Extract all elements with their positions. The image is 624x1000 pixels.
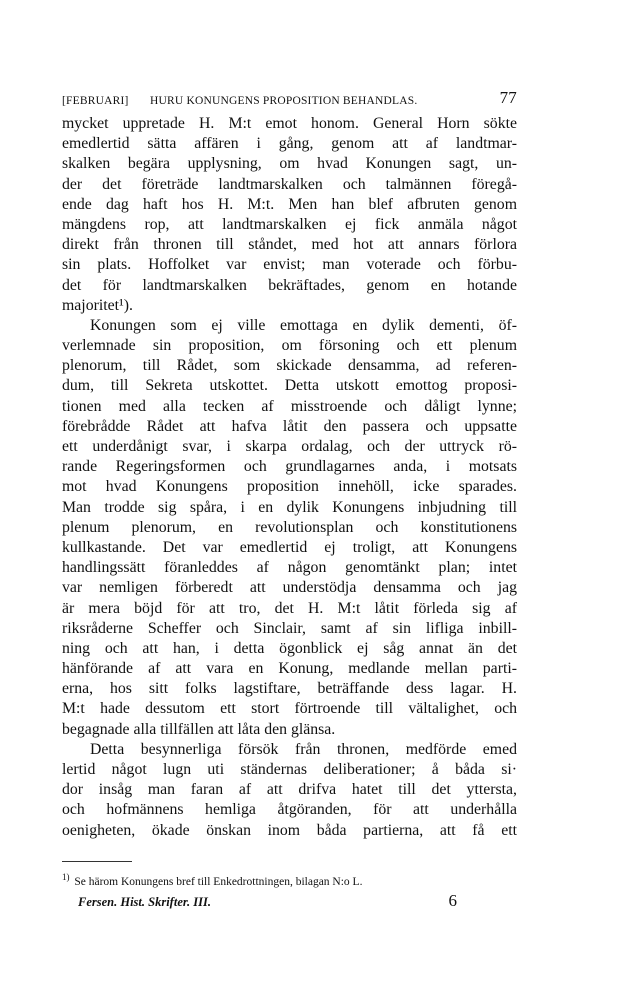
signature-author: Fersen. Hist. Skrifter. III. [78, 894, 212, 909]
text-line: lertid något lugn uti ständernas deliberationer; å båda si· [62, 761, 517, 778]
text-line: handlingssätt föranleddes af någon genomtänkt plan; intet [62, 559, 517, 577]
footnote-text: Se härom Konungens bref till Enkedrottningen, bilagan N:o L. [74, 875, 363, 888]
text-line: dor insåg man faran af att drifva hatet till det yttersta, [62, 781, 517, 799]
book-page [62, 88, 517, 913]
text-line: sin plats. Hoffolket var envist; man voterade och förbu- [62, 256, 517, 274]
text-line: der det företräde landtmarskalken och talmännen föregå- [62, 175, 517, 193]
text-line: begagnade alla tillfällen att låta den glänsa. [62, 720, 336, 738]
text-line: emedlertid sätta affären i gång, genom att af landtmar- [62, 135, 517, 153]
text-line: mycket uppretade H. M:t emot honom. General Horn sökte [62, 115, 517, 132]
text-line: Man trodde sig spåra, i en dylik Konungens inbjudning till [62, 498, 517, 516]
text-line: dum, till Sekreta utskottet. Detta utskott emottog proposi- [62, 377, 517, 395]
text-line: ett underdånigt svar, i skarpa ordalag, och der uttryck rö- [62, 438, 517, 455]
text-line: Konungen som ej ville emottaga en dylik dementi, öf- [90, 316, 517, 334]
text-line: riksråderne Scheffer och Sinclair, samt af sin lifliga inbill- [62, 619, 517, 637]
sheet-number: 6 [448, 890, 457, 910]
text-line: det för landtmarskalken bekräftades, genom en hotande [62, 276, 517, 294]
text-line: tionen med alla tecken af misstroende och dåligt lynne; [62, 397, 517, 415]
text-line: Detta besynnerliga försök från thronen, medförde emed [90, 740, 517, 758]
text-line: förebrådde Rådet att hafva låtit den passera och uppsatte [62, 417, 517, 435]
text-line: verlemnade sin proposition, om försoning och ett plenum [62, 337, 517, 355]
header-title: HURU KONUNGENS PROPOSITION BEHANDLAS. [150, 95, 418, 107]
text-line: var nemligen förberedt att understödja densamma och jag [62, 579, 517, 597]
text-line: plenum plenorum, en revolutionsplan och konstitutionens [62, 518, 517, 536]
running-header [62, 88, 517, 114]
printer-signature [62, 891, 517, 913]
text-line: M:t hade dessutom ett stort förtroende till vältalighet, och [62, 700, 517, 718]
text-line: kullkastande. Det var emedlertid ej troligt, att Konungens [62, 538, 517, 556]
text-line: ende dag haft hos H. M:t. Men han blef afbruten genom [62, 195, 517, 213]
footnote-marker: 1) [62, 871, 70, 882]
text-line: majoritet¹). [62, 296, 133, 314]
body-text [62, 114, 517, 841]
text-line: ning och att han, i detta ögonblick ej såg annat än det [62, 639, 517, 657]
text-line: mängdens rop, att landtmarskalken ej fick anmäla något [62, 215, 517, 233]
page-number: 77 [499, 88, 517, 107]
text-line: är mera böjd för att tro, det H. M:t låtit förleda sig af [62, 599, 517, 617]
text-line: mot hvad Konungens proposition innehöll, icke sparades. [62, 478, 517, 496]
header-month: [FEBRUARI] [62, 95, 129, 107]
text-line: plenorum, till Rådet, som skickade densamma, ad referen- [62, 357, 517, 375]
text-line: erna, hos sitt folks lagstiftare, beträffande dess lagar. H. [62, 680, 517, 698]
text-line: rande Regeringsformen och grundlagarnes anda, i motsats [62, 458, 517, 476]
footnote-divider [62, 861, 132, 862]
text-line: direkt från thronen till ståndet, med hot att annars förlora [62, 236, 517, 254]
text-line: skalken begära upplysning, om hvad Konungen sagt, un- [62, 155, 517, 173]
text-line: hänförande af att vara en Konung, medlande mellan parti- [62, 660, 517, 678]
text-line: oenigheten, ökade önskan inom båda partierna, att få ett [62, 821, 517, 839]
text-line: och hofmännens hemliga åtgöranden, för att underhålla [62, 801, 517, 819]
footnote [62, 868, 517, 891]
